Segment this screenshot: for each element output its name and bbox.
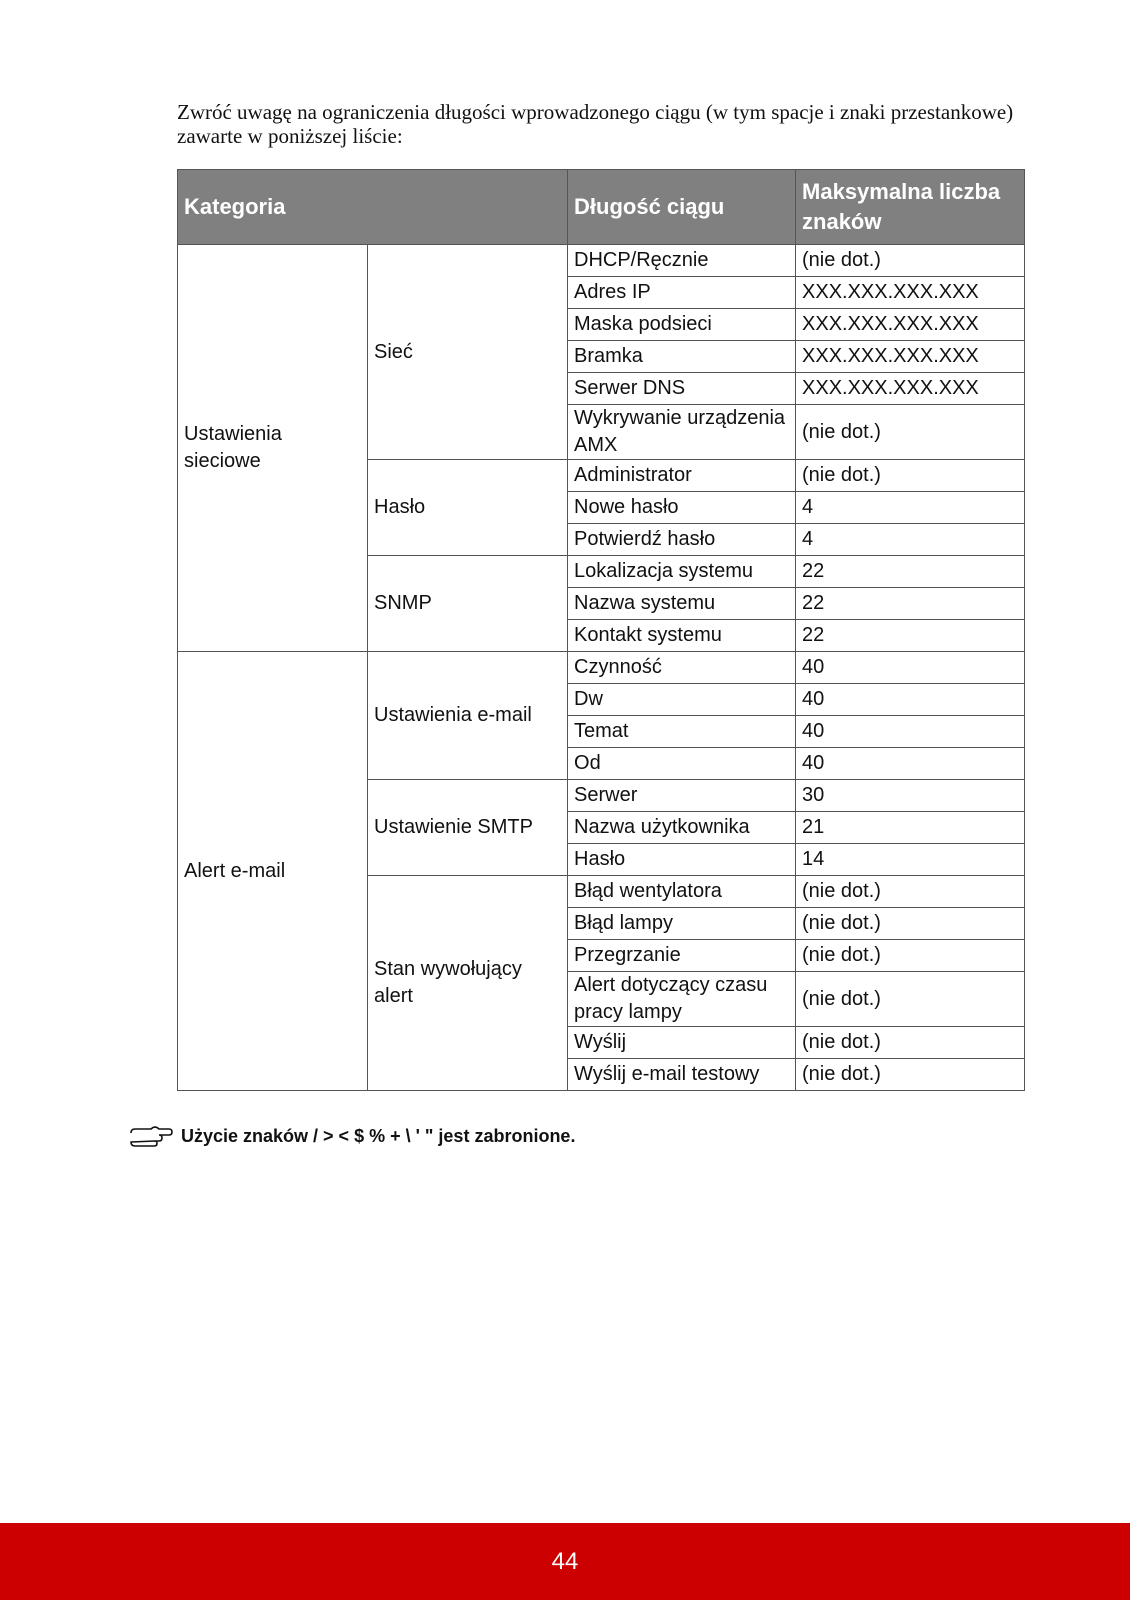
subcategory-cell: Ustawienie SMTP xyxy=(368,780,568,876)
page-footer xyxy=(0,1523,1130,1600)
setting-cell: Wyślij xyxy=(568,1027,796,1059)
setting-cell: Administrator xyxy=(568,460,796,492)
subcategory-cell: Stan wywołujący alert xyxy=(368,876,568,1091)
setting-cell: DHCP/Ręcznie xyxy=(568,245,796,277)
table-row xyxy=(178,652,1025,684)
max-chars-cell: 22 xyxy=(796,556,1025,588)
note xyxy=(129,1121,575,1151)
setting-cell: Nazwa użytkownika xyxy=(568,812,796,844)
setting-cell: Potwierdź hasło xyxy=(568,524,796,556)
pointing-hand-icon xyxy=(129,1123,173,1149)
header-length: Długość ciągu xyxy=(568,170,796,245)
category-cell: Alert e-mail xyxy=(178,652,368,1091)
setting-cell: Serwer xyxy=(568,780,796,812)
setting-cell: Maska podsieci xyxy=(568,309,796,341)
page-number: 44 xyxy=(551,1547,579,1575)
max-chars-cell: 30 xyxy=(796,780,1025,812)
subcategory-cell: SNMP xyxy=(368,556,568,652)
setting-cell: Temat xyxy=(568,716,796,748)
setting-cell: Lokalizacja systemu xyxy=(568,556,796,588)
max-chars-cell: (nie dot.) xyxy=(796,972,1025,1027)
max-chars-cell: (nie dot.) xyxy=(796,460,1025,492)
max-chars-cell: XXX.XXX.XXX.XXX xyxy=(796,373,1025,405)
setting-cell: Nazwa systemu xyxy=(568,588,796,620)
setting-cell: Serwer DNS xyxy=(568,373,796,405)
setting-cell: Hasło xyxy=(568,844,796,876)
setting-cell: Przegrzanie xyxy=(568,940,796,972)
max-chars-cell: (nie dot.) xyxy=(796,876,1025,908)
header-category: Kategoria xyxy=(178,170,568,245)
character-limits-table xyxy=(177,169,1025,1091)
setting-cell: Alert dotyczący czasu pracy lampy xyxy=(568,972,796,1027)
setting-cell: Nowe hasło xyxy=(568,492,796,524)
header-max-chars: Maksymalna liczba znaków xyxy=(796,170,1025,245)
max-chars-cell: 4 xyxy=(796,492,1025,524)
setting-cell: Dw xyxy=(568,684,796,716)
max-chars-cell: (nie dot.) xyxy=(796,1059,1025,1091)
max-chars-cell: 22 xyxy=(796,620,1025,652)
table-body xyxy=(178,245,1025,1091)
max-chars-cell: (nie dot.) xyxy=(796,405,1025,460)
setting-cell: Adres IP xyxy=(568,277,796,309)
max-chars-cell: 40 xyxy=(796,652,1025,684)
table-row xyxy=(178,245,1025,277)
subcategory-cell: Sieć xyxy=(368,245,568,460)
setting-cell: Błąd lampy xyxy=(568,908,796,940)
max-chars-cell: 21 xyxy=(796,812,1025,844)
max-chars-cell: (nie dot.) xyxy=(796,940,1025,972)
max-chars-cell: 40 xyxy=(796,684,1025,716)
setting-cell: Wykrywanie urządzenia AMX xyxy=(568,405,796,460)
max-chars-cell: 22 xyxy=(796,588,1025,620)
setting-cell: Czynność xyxy=(568,652,796,684)
max-chars-cell: (nie dot.) xyxy=(796,1027,1025,1059)
setting-cell: Wyślij e-mail testowy xyxy=(568,1059,796,1091)
max-chars-cell: 4 xyxy=(796,524,1025,556)
max-chars-cell: (nie dot.) xyxy=(796,245,1025,277)
max-chars-cell: 40 xyxy=(796,716,1025,748)
max-chars-cell: XXX.XXX.XXX.XXX xyxy=(796,341,1025,373)
intro-paragraph: Zwróć uwagę na ograniczenia długości wprowadzonego ciągu (w tym spacje i znaki przestankowe) zawarte w poniższej liście: xyxy=(177,100,1014,148)
table-header-row xyxy=(178,170,1025,245)
setting-cell: Błąd wentylatora xyxy=(568,876,796,908)
note-text: Użycie znaków / > < $ % + \ ' " jest zabronione. xyxy=(181,1125,576,1146)
setting-cell: Kontakt systemu xyxy=(568,620,796,652)
max-chars-cell: 14 xyxy=(796,844,1025,876)
max-chars-cell: XXX.XXX.XXX.XXX xyxy=(796,309,1025,341)
max-chars-cell: 40 xyxy=(796,748,1025,780)
subcategory-cell: Ustawienia e-mail xyxy=(368,652,568,780)
setting-cell: Bramka xyxy=(568,341,796,373)
category-cell: Ustawienia sieciowe xyxy=(178,245,368,652)
setting-cell: Od xyxy=(568,748,796,780)
subcategory-cell: Hasło xyxy=(368,460,568,556)
max-chars-cell: (nie dot.) xyxy=(796,908,1025,940)
max-chars-cell: XXX.XXX.XXX.XXX xyxy=(796,277,1025,309)
